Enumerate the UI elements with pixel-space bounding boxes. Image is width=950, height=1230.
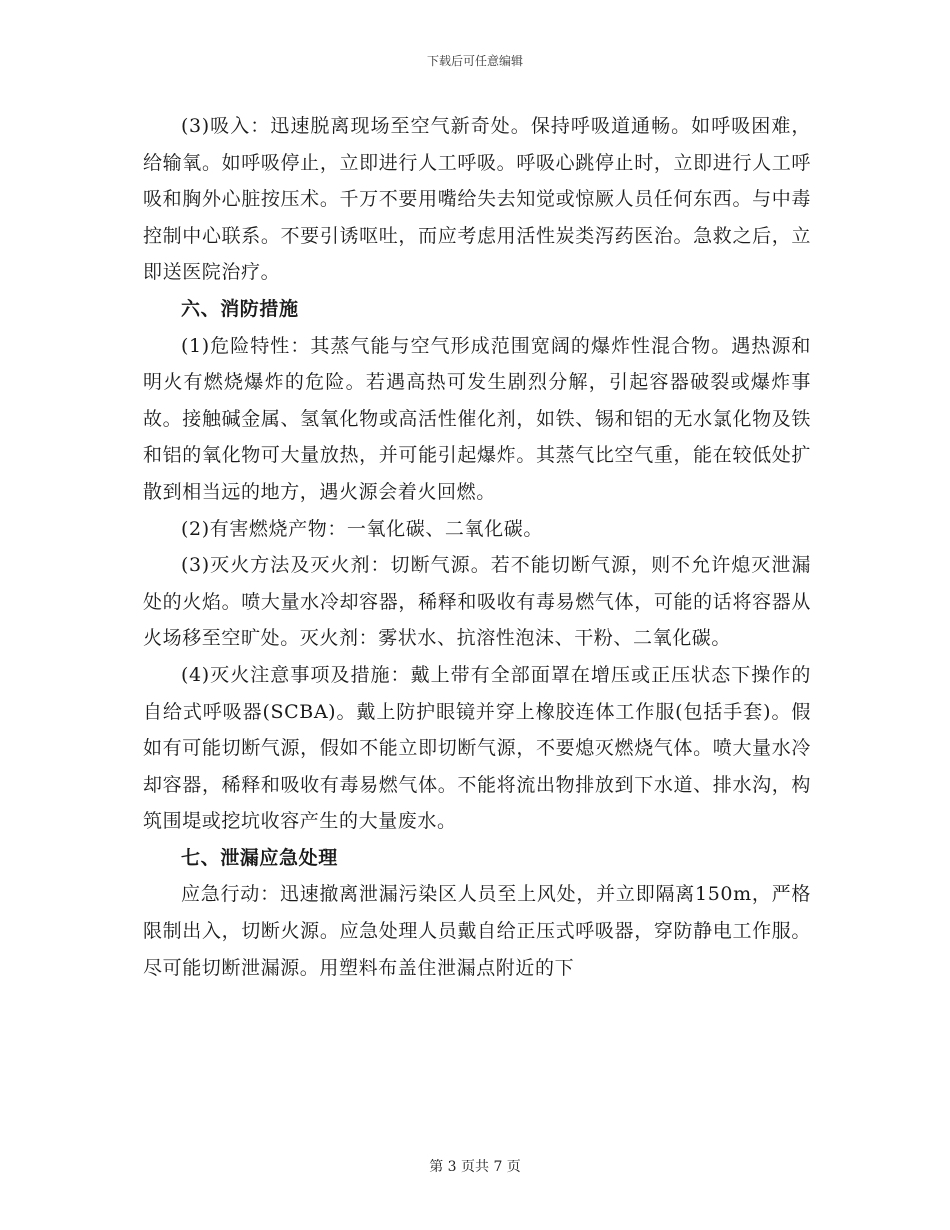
- page-header-note: 下载后可任意编辑: [426, 54, 523, 68]
- section-heading-leak-response: 七、泄漏应急处理: [181, 846, 338, 869]
- paragraph-extinguishing-methods: (3)灭火方法及灭火剂：切断气源。若不能切断气源，则不允许熄灭泄漏处的火焰。喷大量水冷却容器，稀释和吸收有毒易燃气体，可能的话将容器从火场移至空旷处。灭火剂：雾状水、抗溶性泡沫、干粉、二氧化碳。: [143, 554, 811, 650]
- paragraph-inhalation: (3)吸入：迅速脱离现场至空气新奇处。保持呼吸道通畅。如呼吸困难，给输氧。如呼吸停止，立即进行人工呼吸。呼吸心跳停止时，立即进行人工呼吸和胸外心脏按压术。千万不要用嘴给失去知觉或惊厥人员任何东西。与中毒控制中心联系。不要引诱呕吐，而应考虑用活性炭类泻药医治。急救之后，立即送医院治疗。: [143, 115, 811, 284]
- paragraph-firefighting-precautions: (4)灭火注意事项及措施：戴上带有全部面罩在增压或正压状态下操作的自给式呼吸器(SCBA)。戴上防护眼镜并穿上橡胶连体工作服(包括手套)。假如有可能切断气源，假如不能立即切断气源，不要熄灭燃烧气体。喷大量水冷却容器，稀释和吸收有毒易燃气体。不能将流出物排放到下水道、排水沟，构筑围堤或挖坑收容产生的大量废水。: [143, 663, 811, 833]
- paragraph-emergency-action: 应急行动：迅速撤离泄漏污染区人员至上风处，并立即隔离150m，严格限制出入，切断火源。应急处理人员戴自给正压式呼吸器，穿防静电工作服。尽可能切断泄漏源。用塑料布盖住泄漏点附近的下: [143, 883, 811, 979]
- document-body: [143, 108, 811, 986]
- paragraph-hazard-characteristics: (1)危险特性：其蒸气能与空气形成范围宽阔的爆炸性混合物。遇热源和明火有燃烧爆炸的危险。若遇高热可发生剧烈分解，引起容器破裂或爆炸事故。接触碱金属、氢氧化物或高活性催化剂，如铁、锡和铝的无水氯化物及铁和铝的氧化物可大量放热，并可能引起爆炸。其蒸气比空气重，能在较低处扩散到相当远的地方，遇火源会着火回燃。: [143, 334, 811, 503]
- page-number: 第 3 页共 7 页: [429, 1159, 521, 1175]
- paragraph-combustion-products: (2)有害燃烧产物：一氧化碳、二氧化碳。: [181, 517, 543, 540]
- section-heading-fire-fighting: 六、消防措施: [181, 297, 299, 320]
